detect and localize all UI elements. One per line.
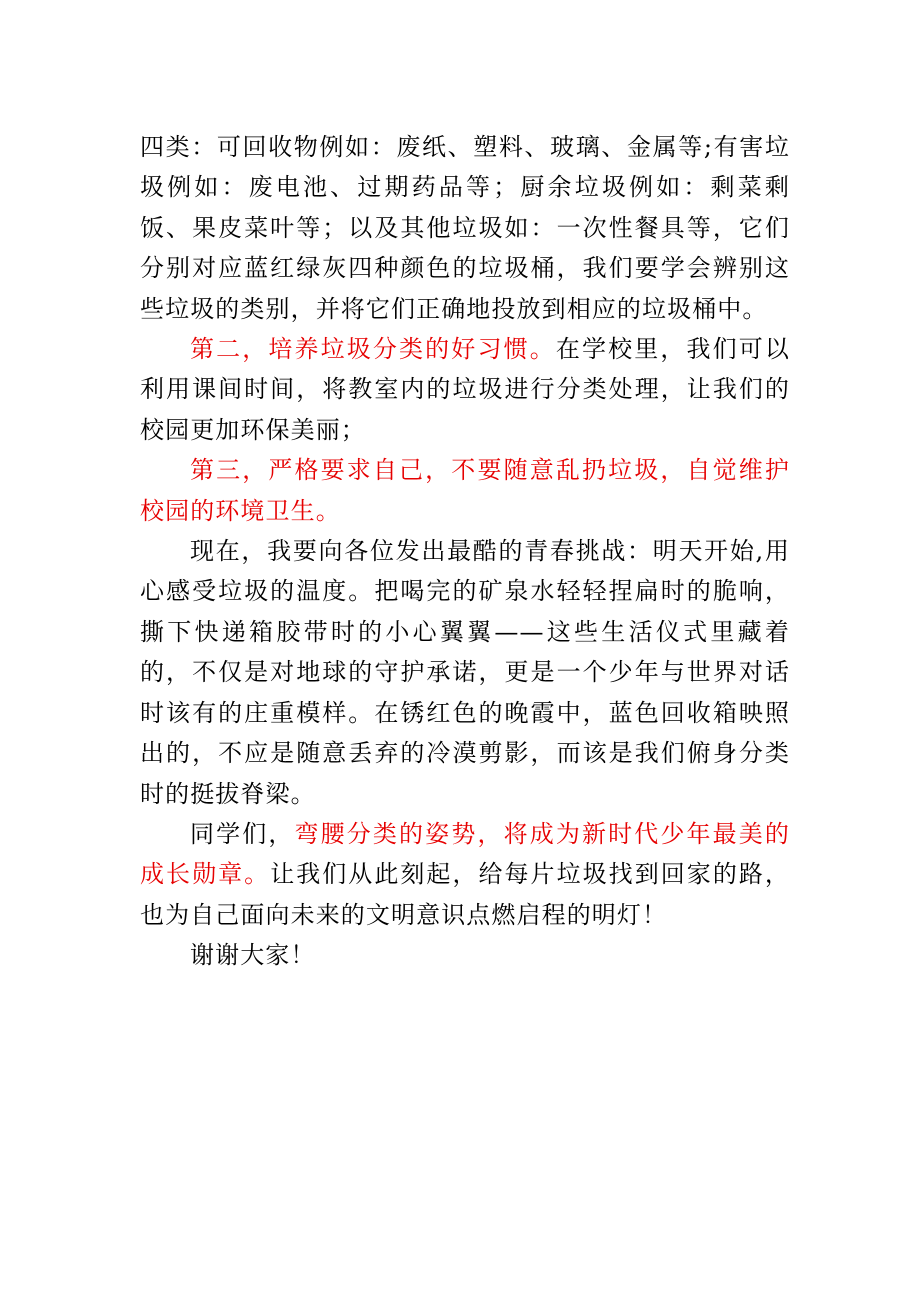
text-segment: 同学们， [190,819,295,848]
paragraph-call-to-action [140,814,790,935]
highlight-segment: 第三，严格要求自己，不要随意乱扔垃圾，自觉维护校园的环境卫生。 [140,456,790,525]
highlight-segment: 弯腰分类的姿势，将成为新时代少年最美的成长勋章。 [140,819,790,889]
highlight-segment: 第二，培养垃圾分类的好习惯。 [190,335,556,364]
paragraph-classification [140,127,790,329]
paragraph-challenge [140,531,790,814]
document-body [140,127,790,976]
text-segment: 让我们从此刻起，给每片垃圾找到回家的路，也为自己面向未来的文明意识点燃启程的明灯！ [140,860,790,929]
paragraph-habit [140,329,790,450]
paragraph-closing [140,935,790,975]
text-segment: 四类：可回收物例如：废纸、塑料、玻璃、金属等;有害垃圾例如：废电池、过期药品等；厨余垃圾例如：剩菜剩饭、果皮菜叶等；以及其他垃圾如：一次性餐具等，它们分别对应蓝红绿灰四种颜色的垃圾桶，我们要学会辨别这些垃圾的类别，并将它们正确地投放到相应的垃圾桶中。 [140,133,790,323]
paragraph-self-discipline [140,450,790,531]
text-segment: 谢谢大家！ [190,941,316,970]
text-segment: 在学校里，我们可以利用课间时间，将教室内的垃圾进行分类处理，让我们的校园更加环保美丽； [140,335,790,444]
text-segment: 现在，我要向各位发出最酷的青春挑战：明天开始,用心感受垃圾的温度。把喝完的矿泉水轻轻捏扁时的脆响，撕下快递箱胶带时的小心翼翼——这些生活仪式里藏着的，不仅是对地球的守护承诺，更是一个少年与世界对话时该有的庄重模样。在锈红色的晚霞中，蓝色回收箱映照出的，不应是随意丢弃的冷漠剪影，而该是我们俯身分类时的挺拔脊梁。 [140,537,790,808]
